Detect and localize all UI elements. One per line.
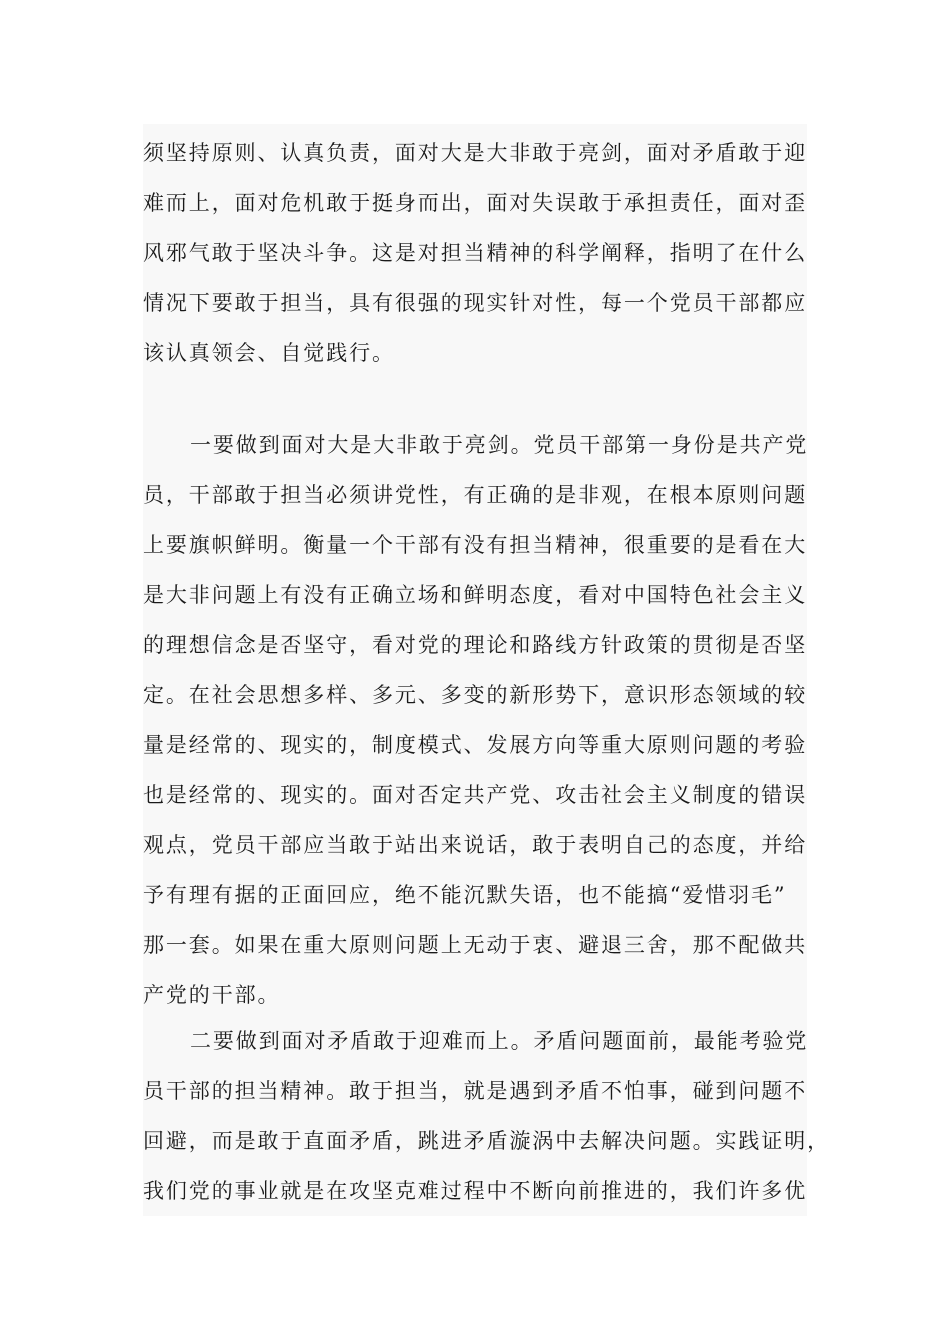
text-line: 回避，而是敢于直面矛盾，跳进矛盾漩涡中去解决问题。实践证明， [143, 1129, 830, 1153]
text-line: 的理想信念是否坚守，看对党的理论和路线方针政策的贯彻是否坚 [143, 633, 808, 657]
text-line: 员，干部敢于担当必须讲党性，有正确的是非观，在根本原则问题 [143, 483, 808, 507]
text-line: 量是经常的、现实的，制度模式、发展方向等重大原则问题的考验 [143, 733, 808, 757]
text-line: 员干部的担当精神。敢于担当，就是遇到矛盾不怕事，碰到问题不 [143, 1079, 808, 1103]
text-line: 上要旗帜鲜明。衡量一个干部有没有担当精神，很重要的是看在大 [143, 533, 808, 557]
text-line: 须坚持原则、认真负责，面对大是大非敢于亮剑，面对矛盾敢于迎 [143, 141, 808, 165]
text-line: 情况下要敢于担当，具有很强的现实针对性，每一个党员干部都应 [143, 291, 808, 315]
text-line: 也是经常的、现实的。面对否定共产党、攻击社会主义制度的错误 [143, 783, 808, 807]
text-line: 予有理有据的正面回应，绝不能沉默失语，也不能搞“爱惜羽毛” [143, 883, 787, 907]
text-line: 一要做到面对大是大非敢于亮剑。党员干部第一身份是共产党 [190, 433, 809, 457]
text-line: 产党的干部。 [143, 983, 281, 1007]
text-line: 我们党的事业就是在攻坚克难过程中不断向前推进的，我们许多优 [143, 1179, 808, 1203]
text-line: 该认真领会、自觉践行。 [143, 341, 395, 365]
text-line: 二要做到面对矛盾敢于迎难而上。矛盾问题面前，最能考验党 [190, 1029, 809, 1053]
text-line: 定。在社会思想多样、多元、多变的新形势下，意识形态领域的较 [143, 683, 808, 707]
text-line: 风邪气敢于坚决斗争。这是对担当精神的科学阐释，指明了在什么 [143, 241, 808, 265]
text-line: 那一套。如果在重大原则问题上无动于衷、避退三舍，那不配做共 [143, 933, 808, 957]
text-line: 是大非问题上有没有正确立场和鲜明态度，看对中国特色社会主义 [143, 583, 808, 607]
text-line: 难而上，面对危机敢于挺身而出，面对失误敢于承担责任，面对歪 [143, 191, 808, 215]
document-body [143, 124, 830, 1216]
text-line: 观点，党员干部应当敢于站出来说话，敢于表明自己的态度，并给 [143, 833, 808, 857]
